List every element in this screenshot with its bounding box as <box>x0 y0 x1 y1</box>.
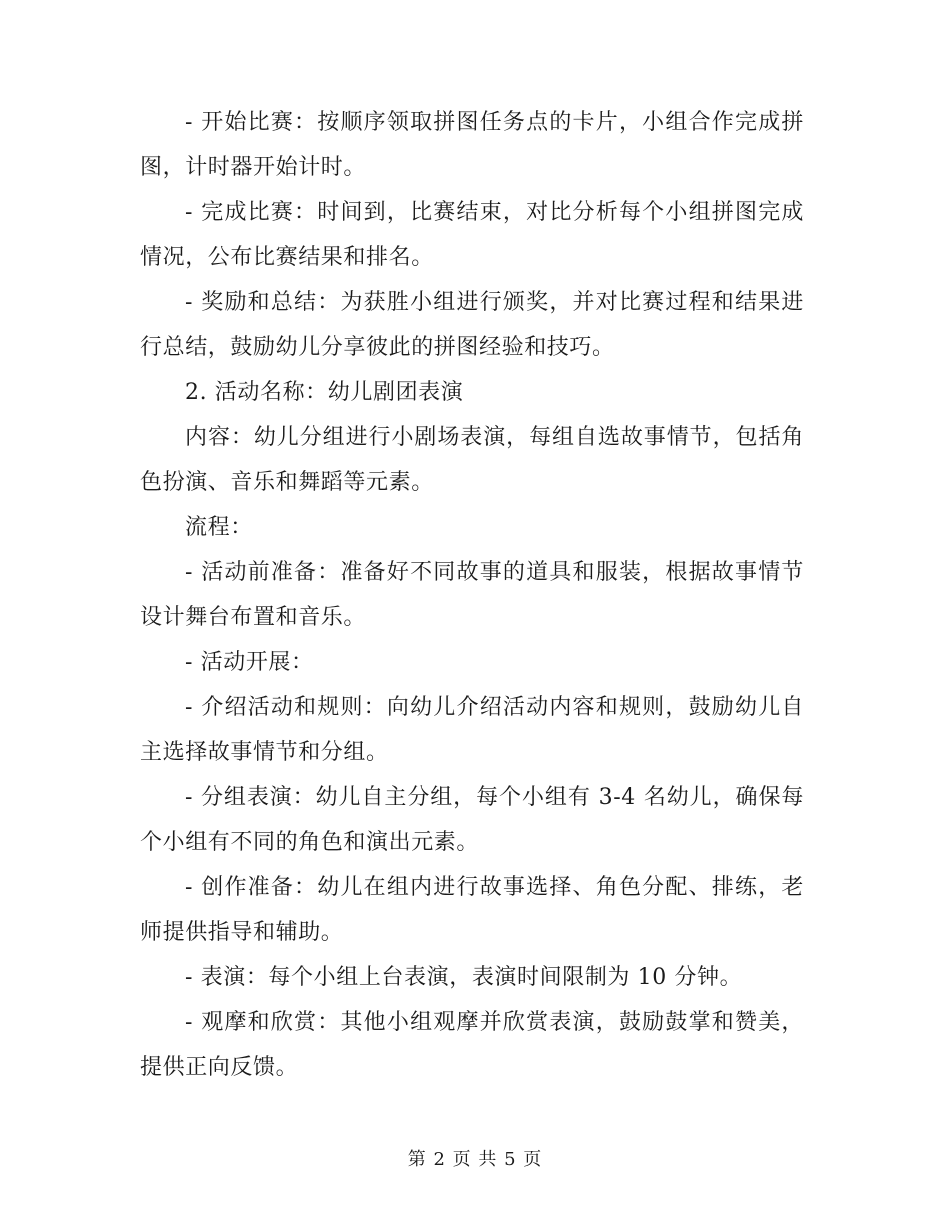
paragraph-observe-appreciate: - 观摩和欣赏：其他小组观摩并欣赏表演，鼓励鼓掌和赞美，提供正向反馈。 <box>140 1010 804 1080</box>
paragraph-intro-rules: - 介绍活动和规则：向幼儿介绍活动内容和规则，鼓励幼儿自主选择故事情节和分组。 <box>140 695 804 765</box>
paragraph-awards-summary: - 奖励和总结：为获胜小组进行颁奖，并对比赛过程和结果进行总结，鼓励幼儿分享彼此的拼图经验和技巧。 <box>140 290 804 360</box>
section-heading-activity-2: 2. 活动名称：幼儿剧团表演 <box>185 380 464 405</box>
page-footer: 第 2 页 共 5 页 <box>407 1149 543 1170</box>
paragraph-group-performance: - 分组表演：幼儿自主分组，每个小组有 3-4 名幼儿，确保每个小组有不同的角色和演出元素。 <box>140 785 804 855</box>
page-body <box>140 100 804 1090</box>
paragraph-start-competition: - 开始比赛：按顺序领取拼图任务点的卡片，小组合作完成拼图，计时器开始计时。 <box>140 110 804 180</box>
paragraph-finish-competition: - 完成比赛：时间到，比赛结束，对比分析每个小组拼图完成情况，公布比赛结果和排名。 <box>140 200 804 270</box>
paragraph-process-label: 流程： <box>185 515 253 540</box>
paragraph-creative-prep: - 创作准备：幼儿在组内进行故事选择、角色分配、排练，老师提供指导和辅助。 <box>140 875 804 945</box>
paragraph-performance: - 表演：每个小组上台表演，表演时间限制为 10 分钟。 <box>185 965 743 990</box>
paragraph-content: 内容：幼儿分组进行小剧场表演，每组自选故事情节，包括角色扮演、音乐和舞蹈等元素。 <box>140 425 804 495</box>
paragraph-activity-start: - 活动开展： <box>185 650 314 675</box>
paragraph-preparation: - 活动前准备：准备好不同故事的道具和服装，根据故事情节设计舞台布置和音乐。 <box>140 560 804 630</box>
